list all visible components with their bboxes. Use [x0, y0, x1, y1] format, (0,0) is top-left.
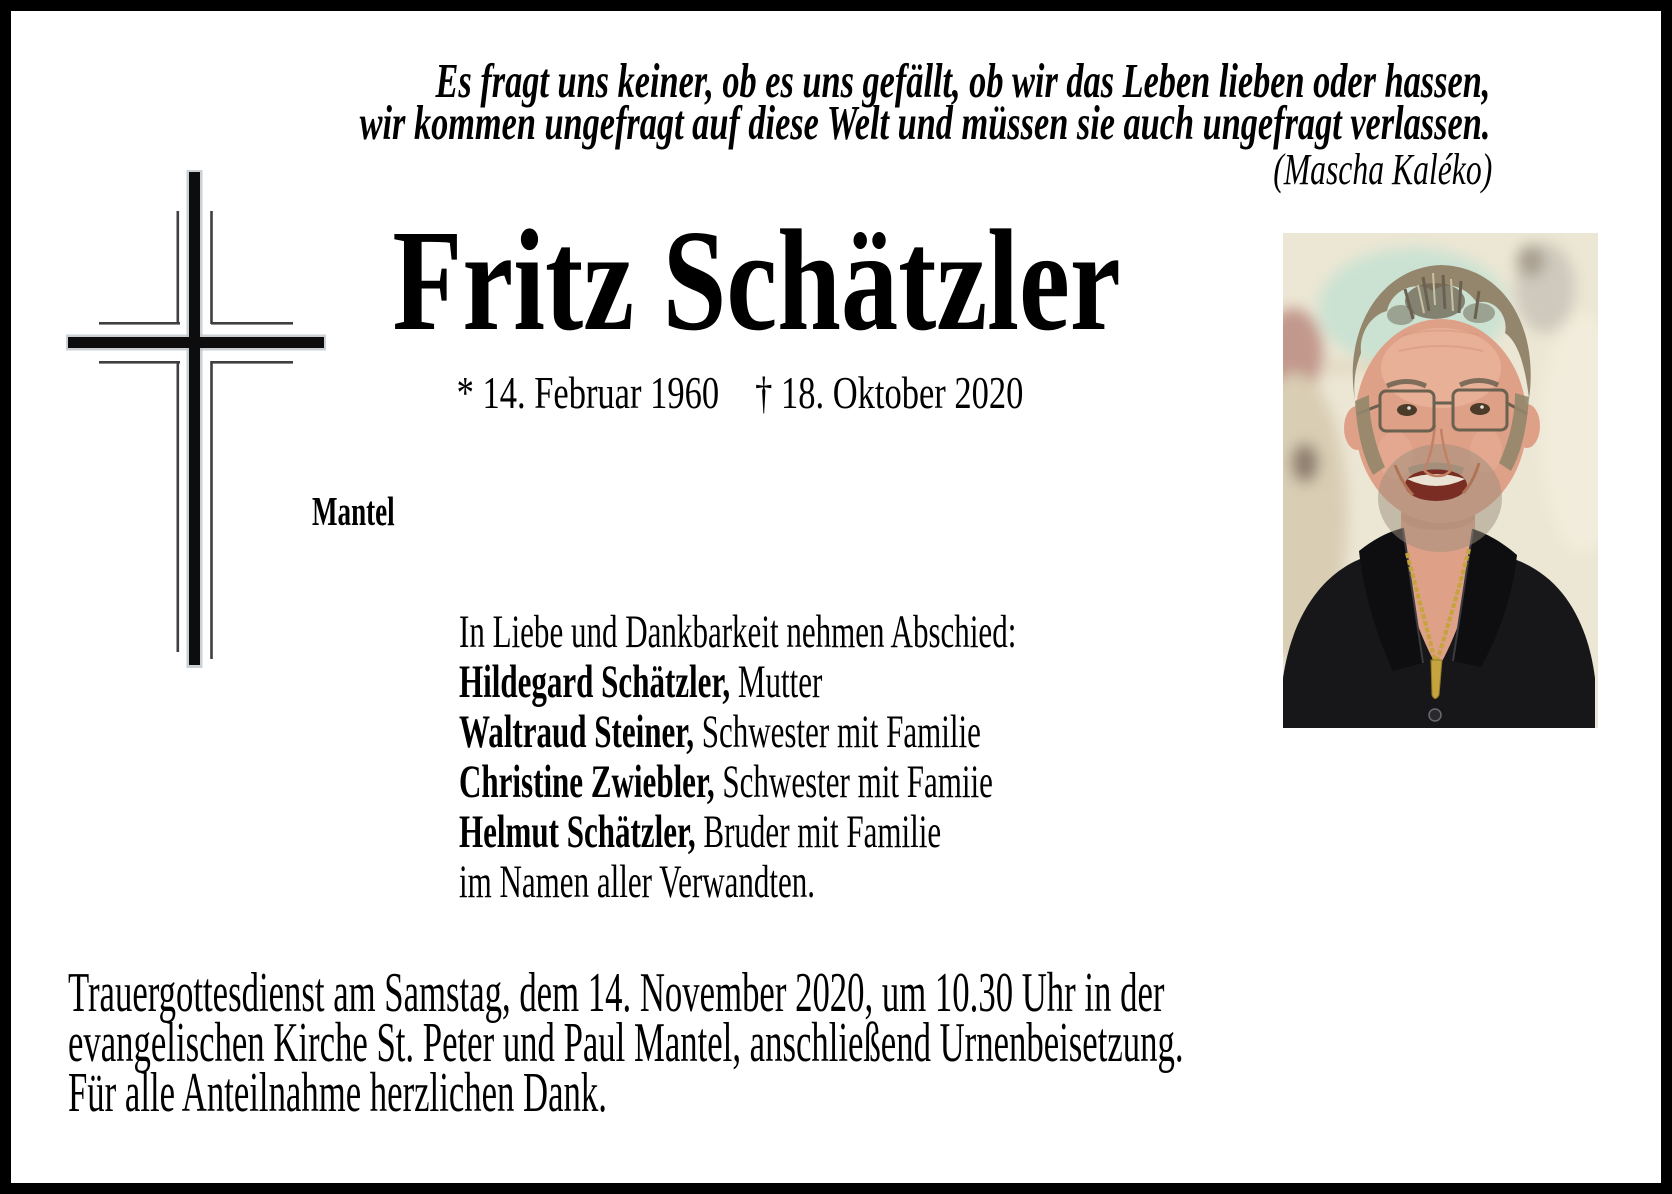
- mourner-relation: Schwester mit Familie: [693, 706, 981, 758]
- residence: Mantel: [312, 488, 395, 534]
- mourner-relation: Bruder mit Familie: [695, 806, 942, 858]
- mourner-entry: [459, 707, 1016, 757]
- memorial-cross-icon: [40, 150, 340, 670]
- deceased-name: Fritz Schätzler: [392, 201, 1121, 361]
- quote-line-1: Es fragt uns keiner, ob es uns gefällt, ob wir das Leben lieben oder hassen,: [435, 53, 1491, 108]
- mourner-name: Christine Zwiebler,: [459, 756, 715, 808]
- mourner-relation: Schwester mit Famiie: [714, 756, 993, 808]
- mourners-outro: im Namen aller Verwandten.: [459, 856, 816, 908]
- mourner-name: Hildegard Schätzler,: [459, 656, 731, 708]
- service-block: [68, 962, 1184, 1124]
- mourners-block: [459, 607, 1016, 907]
- mourners-intro: In Liebe und Dankbarkeit nehmen Abschied:: [459, 606, 1017, 658]
- mourner-entry: [459, 757, 1016, 807]
- thanks-line: Für alle Anteilnahme herzlichen Dank.: [68, 1062, 607, 1124]
- portrait-photo: [1283, 233, 1598, 728]
- quote-block: [359, 53, 1491, 150]
- quote-attribution: (Mascha Kaléko): [1272, 145, 1492, 194]
- mourner-name: Helmut Schätzler,: [459, 806, 696, 858]
- mourner-relation: Mutter: [730, 656, 823, 708]
- mourner-name: Waltraud Steiner,: [459, 706, 694, 758]
- death-date: † 18. Oktober 2020: [755, 367, 1024, 418]
- mourner-entry: [459, 807, 1016, 857]
- life-dates: [410, 367, 1070, 418]
- birth-date: * 14. Februar 1960: [456, 367, 720, 418]
- service-line-2: evangelischen Kirche St. Peter und Paul Mantel, anschließend Urnenbeisetzung.: [68, 1012, 1184, 1074]
- mourner-entry: [459, 657, 1016, 707]
- service-line-1: Trauergottesdienst am Samstag, dem 14. November 2020, um 10.30 Uhr in der: [68, 962, 1165, 1024]
- quote-line-2: wir kommen ungefragt auf diese Welt und müssen sie auch ungefragt verlassen.: [359, 95, 1490, 150]
